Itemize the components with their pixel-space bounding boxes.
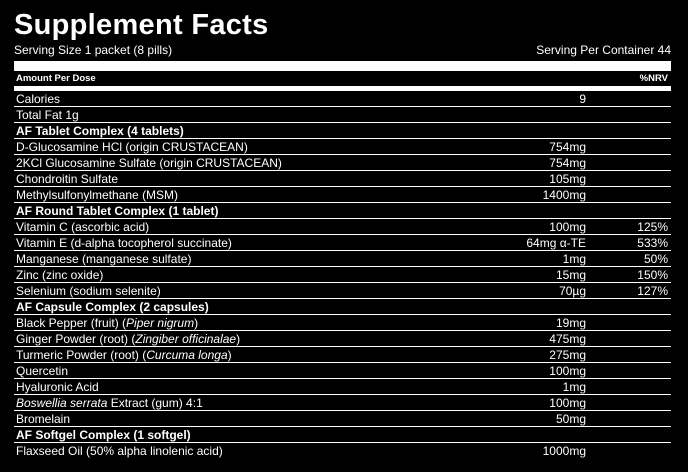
fact-name: Chondroitin Sulfate	[16, 172, 119, 186]
fact-row	[14, 171, 671, 187]
fact-amount: 19mg	[555, 316, 586, 330]
fact-amount: 100mg	[549, 220, 586, 234]
fact-row	[14, 155, 671, 171]
fact-name: Hyaluronic Acid	[16, 380, 99, 394]
fact-amount: 70µg	[559, 284, 586, 298]
fact-nrv: 125%	[637, 220, 668, 234]
fact-row	[14, 219, 671, 235]
section-heading: AF Tablet Complex (4 tablets)	[16, 124, 184, 138]
fact-amount: 754mg	[549, 156, 586, 170]
fact-name: Boswellia serrata Extract (gum) 4:1	[16, 396, 203, 410]
fact-amount: 50mg	[555, 412, 586, 426]
serving-per-container: Serving Per Container 44	[536, 43, 671, 57]
fact-amount: 64mg α-TE	[526, 236, 586, 250]
fact-row	[14, 395, 671, 411]
fact-amount: 15mg	[555, 268, 586, 282]
fact-row	[14, 315, 671, 331]
fact-amount: 275mg	[549, 348, 586, 362]
fact-amount: 1000mg	[542, 444, 586, 458]
section-softgel-complex	[14, 427, 671, 443]
section-capsule-complex	[14, 299, 671, 315]
fact-row	[14, 363, 671, 379]
fact-row	[14, 283, 671, 299]
fact-name: Vitamin E (d-alpha tocopherol succinate)	[16, 236, 232, 250]
serving-size: Serving Size 1 packet (8 pills)	[14, 43, 173, 57]
section-tablet-complex	[14, 123, 671, 139]
fact-name: Methylsulfonylmethane (MSM)	[16, 188, 179, 202]
fact-name: Total Fat 1g	[16, 108, 79, 122]
fact-name: Ginger Powder (root) (Zingiber officinalae)	[16, 332, 241, 346]
fact-amount: 1400mg	[542, 188, 586, 202]
fact-nrv: 127%	[637, 284, 668, 298]
fact-name: Vitamin C (ascorbic acid)	[16, 220, 150, 234]
fact-amount: 100mg	[549, 364, 586, 378]
fact-row	[14, 267, 671, 283]
fact-amount: 100mg	[549, 396, 586, 410]
fact-name: Selenium (sodium selenite)	[16, 284, 161, 298]
fact-name: Turmeric Powder (root) (Curcuma longa)	[16, 348, 232, 362]
fact-row	[14, 443, 671, 458]
fact-row	[14, 139, 671, 155]
fact-nrv: 150%	[637, 268, 668, 282]
fact-name: Zinc (zinc oxide)	[16, 268, 104, 282]
fact-name: Quercetin	[16, 364, 69, 378]
fact-row	[14, 187, 671, 203]
fact-row	[14, 331, 671, 347]
fact-row	[14, 235, 671, 251]
fact-name: Calories	[16, 92, 61, 106]
fact-row	[14, 379, 671, 395]
facts-rows	[14, 91, 671, 458]
fact-amount: 475mg	[549, 332, 586, 346]
fact-name: 2KCl Glucosamine Sulfate (origin CRUSTACEAN)	[16, 156, 282, 170]
nrv-header: %NRV	[639, 73, 668, 84]
fact-row-calories	[14, 91, 671, 107]
section-heading: AF Softgel Complex (1 softgel)	[16, 428, 191, 442]
fact-name: Bromelain	[16, 412, 71, 426]
fact-nrv: 533%	[637, 236, 668, 250]
section-round-tablet-complex	[14, 203, 671, 219]
fact-row-total-fat	[14, 107, 671, 123]
fact-row	[14, 251, 671, 267]
fact-amount: 1mg	[562, 380, 586, 394]
fact-name: D-Glucosamine HCl (origin CRUSTACEAN)	[16, 140, 248, 154]
fact-row	[14, 347, 671, 363]
fact-nrv: 50%	[643, 252, 668, 266]
fact-name: Black Pepper (fruit) (Piper nigrum)	[16, 316, 199, 330]
fact-amount: 9	[579, 92, 586, 106]
fact-amount: 105mg	[549, 172, 586, 186]
section-heading: AF Capsule Complex (2 capsules)	[16, 300, 209, 314]
amount-per-dose-header: Amount Per Dose	[16, 73, 96, 84]
fact-amount: 754mg	[549, 140, 586, 154]
column-header	[14, 71, 671, 87]
fact-name: Flaxseed Oil (50% alpha linolenic acid)	[16, 444, 223, 458]
panel-title: Supplement Facts	[14, 9, 269, 41]
section-heading: AF Round Tablet Complex (1 tablet)	[16, 204, 219, 218]
fact-row	[14, 411, 671, 427]
fact-amount: 1mg	[562, 252, 586, 266]
serving-info	[14, 42, 671, 58]
thick-divider	[14, 61, 671, 71]
fact-name: Manganese (manganese sulfate)	[16, 252, 192, 266]
